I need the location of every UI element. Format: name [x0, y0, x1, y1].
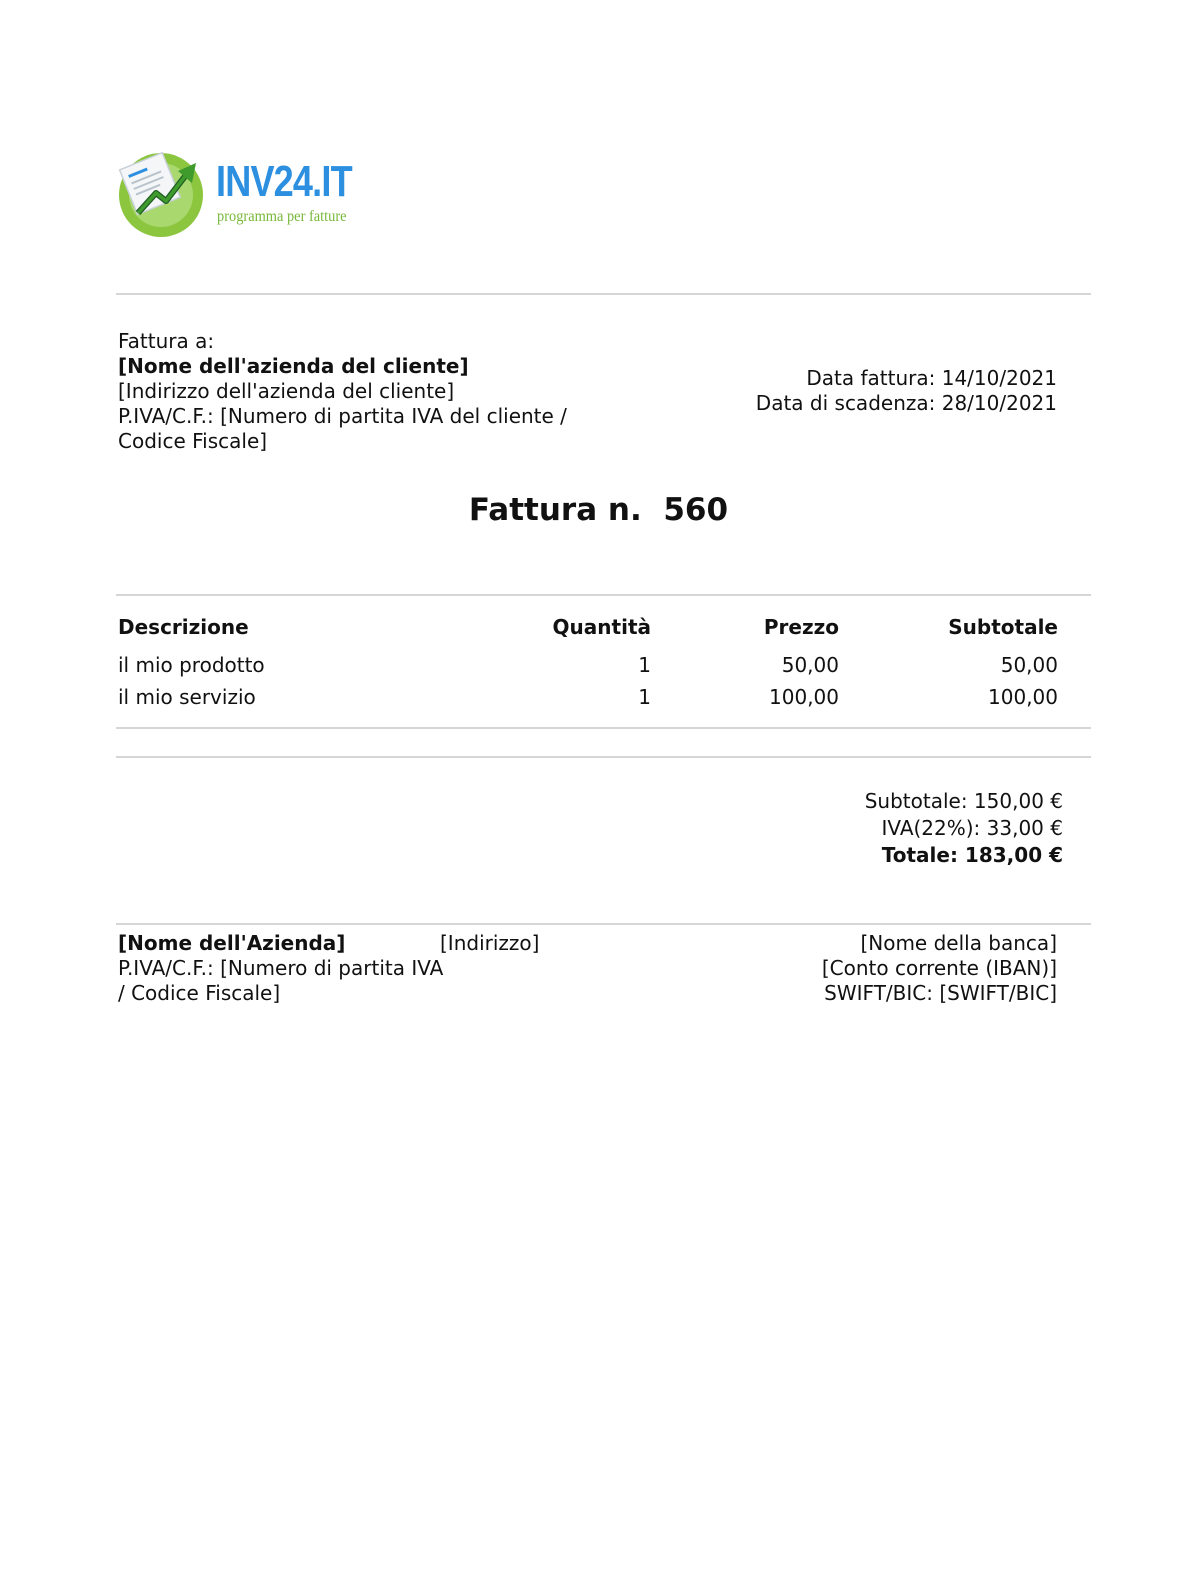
- row-description: il mio prodotto: [118, 653, 265, 677]
- row-price: 50,00: [781, 653, 839, 677]
- logo-tagline: programma per fatture: [217, 208, 347, 225]
- header-divider: [116, 293, 1091, 295]
- footer-bank: [822, 931, 1057, 1006]
- header-quantity: Quantità: [552, 615, 651, 639]
- dates-block: [756, 366, 1057, 416]
- footer-company-name: [Nome dell'Azienda]: [118, 931, 346, 955]
- client-tax-line-1: P.IVA/C.F.: [Numero di partita IVA del cliente /: [118, 404, 567, 428]
- totals-vat: IVA(22%): 33,00 €: [881, 816, 1063, 840]
- totals-total: Totale: 183,00 €: [881, 843, 1063, 867]
- footer-address: [Indirizzo]: [440, 931, 540, 955]
- client-address: [Indirizzo dell'azienda del cliente]: [118, 379, 455, 403]
- header-price: Prezzo: [763, 615, 839, 639]
- invoice-title: [0, 490, 1197, 530]
- client-tax-line-2: Codice Fiscale]: [118, 429, 268, 453]
- footer-swift: SWIFT/BIC: [SWIFT/BIC]: [824, 981, 1057, 1005]
- client-block: [118, 329, 567, 454]
- row-subtotal: 100,00: [988, 685, 1058, 709]
- totals-subtotal: Subtotale: 150,00 €: [864, 789, 1063, 813]
- table-bottom-divider: [116, 727, 1091, 729]
- table-top-divider: [116, 594, 1091, 596]
- invoice-number: 560: [663, 492, 729, 528]
- footer-bank-name: [Nome della banca]: [860, 931, 1057, 955]
- logo-brand-text: INV24.IT: [216, 157, 352, 206]
- due-date: Data di scadenza: 28/10/2021: [755, 391, 1057, 415]
- totals-block: [865, 788, 1063, 869]
- client-heading: Fattura a:: [118, 329, 215, 353]
- footer-iban: [Conto corrente (IBAN)]: [821, 956, 1057, 980]
- header-description: Descrizione: [118, 615, 249, 639]
- invoice-date: Data fattura: 14/10/2021: [806, 366, 1057, 390]
- footer-divider: [116, 923, 1091, 925]
- totals-divider: [116, 756, 1091, 758]
- row-quantity: 1: [638, 685, 651, 709]
- row-subtotal: 50,00: [1000, 653, 1058, 677]
- row-description: il mio servizio: [118, 685, 256, 709]
- header-subtotal: Subtotale: [948, 615, 1058, 639]
- row-quantity: 1: [638, 653, 651, 677]
- row-price: 100,00: [769, 685, 839, 709]
- invoice-label: Fattura n.: [468, 492, 642, 528]
- footer-company-tax-line-2: / Codice Fiscale]: [118, 981, 281, 1005]
- footer-company: [118, 931, 443, 1006]
- footer-company-tax-line-1: P.IVA/C.F.: [Numero di partita IVA: [118, 956, 444, 980]
- client-name: [Nome dell'azienda del cliente]: [118, 354, 469, 378]
- logo-emblem-icon: [116, 145, 212, 240]
- company-logo: [116, 145, 366, 240]
